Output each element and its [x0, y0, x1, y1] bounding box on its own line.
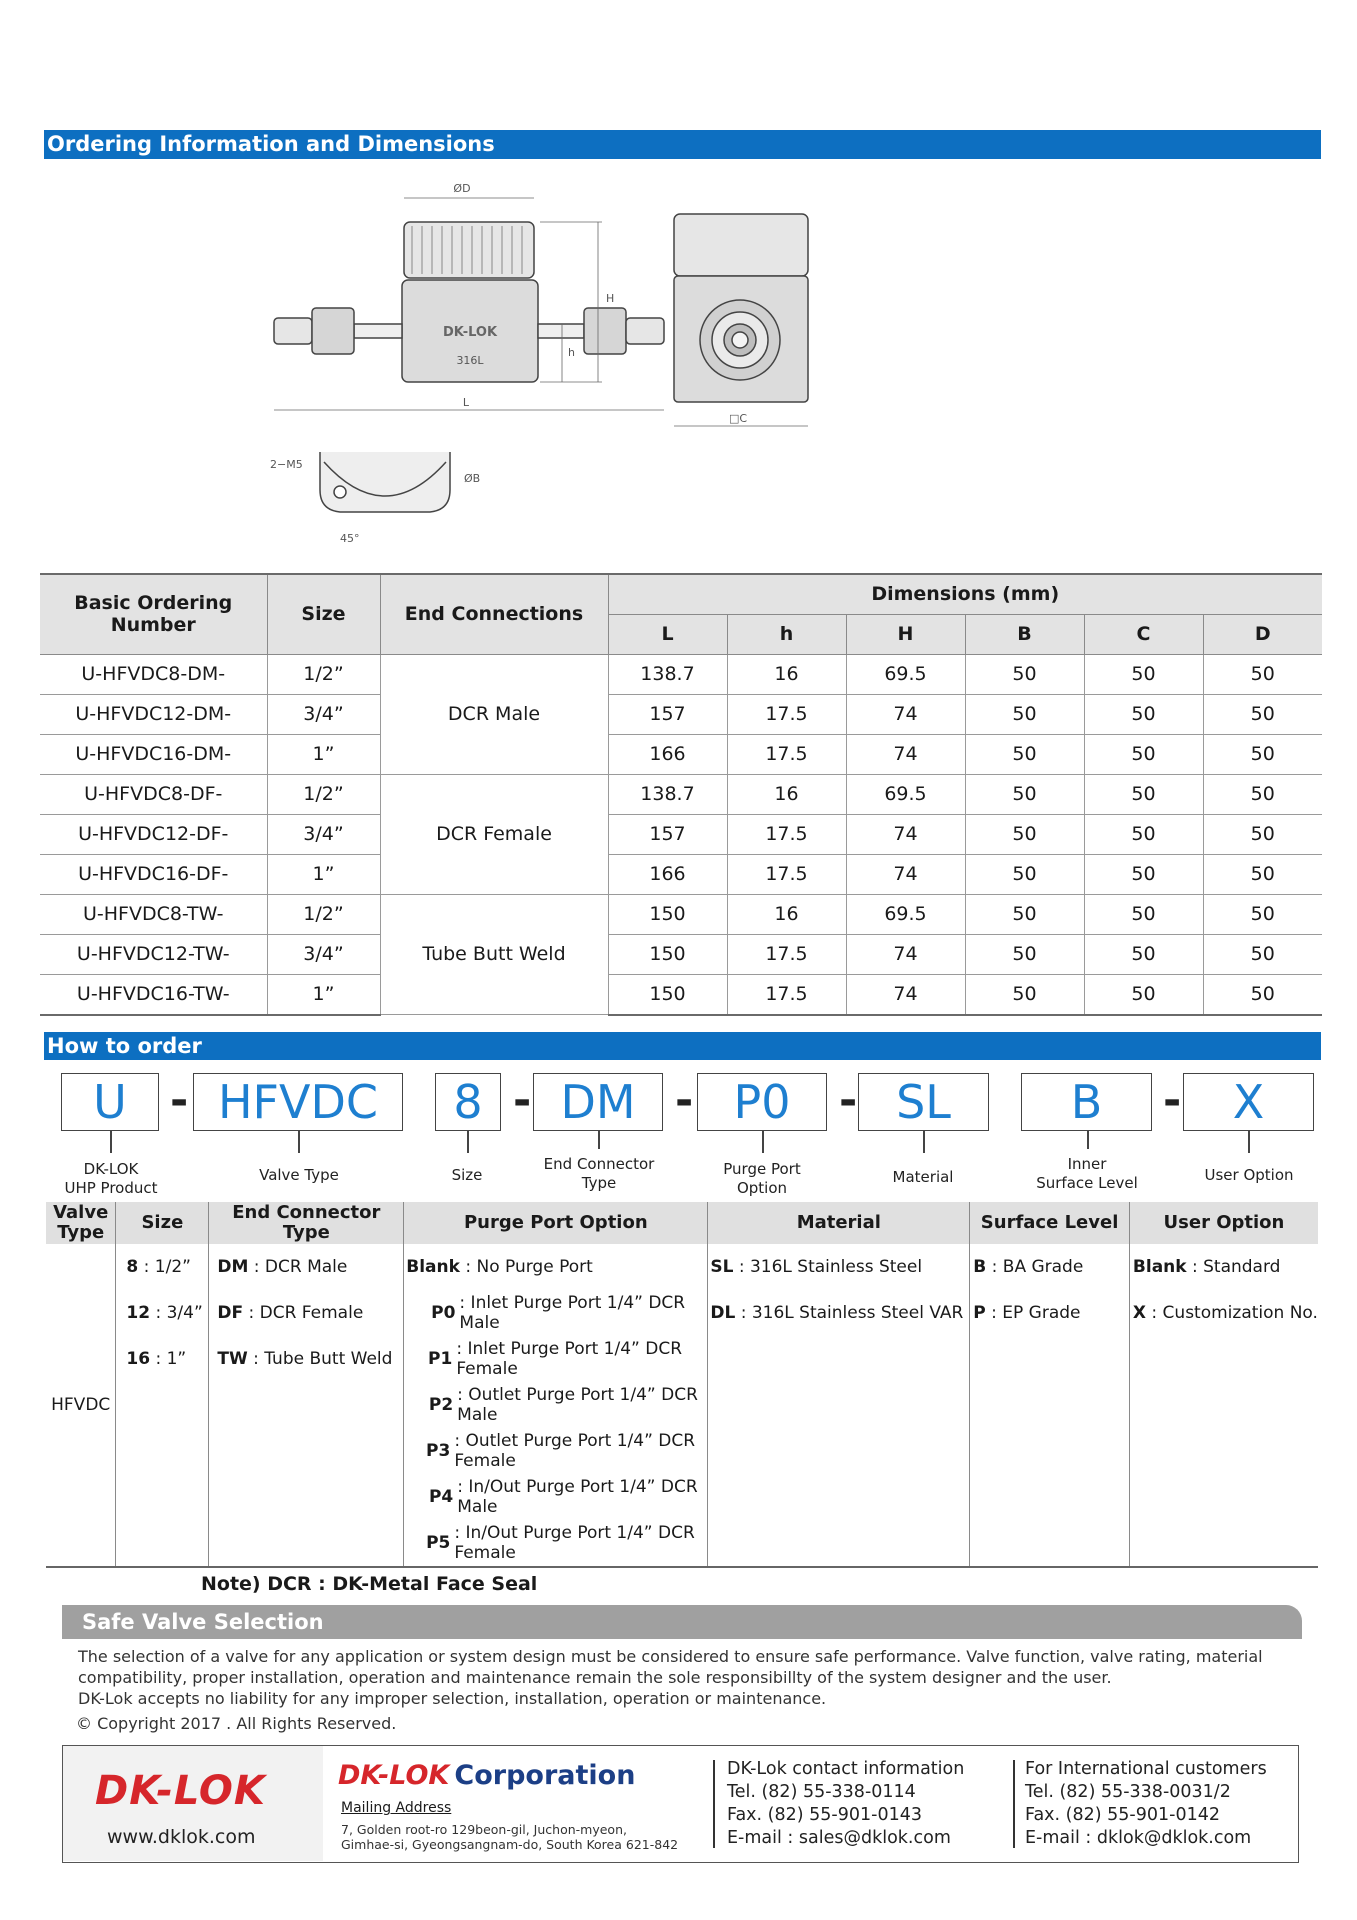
size-cell: 1”: [267, 734, 380, 774]
label-end-type: End Connector Type: [543, 1155, 655, 1192]
size-cell: 1”: [267, 974, 380, 1015]
size-option: [126, 1244, 208, 1290]
valve-drawing: [260, 170, 1020, 550]
purge-option-text: : Outlet Purge Port 1/4” DCR Female: [454, 1431, 696, 1471]
dim-B-cell: 50: [965, 894, 1084, 934]
opt-header-size: Size: [116, 1202, 209, 1244]
opt-header-user: User Option: [1129, 1202, 1318, 1244]
contact-info: [727, 1758, 964, 1850]
safe-text: [78, 1646, 1263, 1709]
dim-L-cell: 150: [608, 934, 727, 974]
header-dims: Dimensions (mm): [608, 574, 1322, 614]
how-to-order-bar: [44, 1032, 1321, 1060]
header-D: D: [1203, 614, 1322, 654]
opt-materials: [708, 1244, 970, 1567]
dim-D-cell: 50: [1203, 774, 1322, 814]
dim-H-cell: 74: [846, 694, 965, 734]
ordering-number: U-HFVDC12-TW-: [40, 934, 267, 974]
size-cell: 1”: [267, 854, 380, 894]
surface-option: [973, 1290, 1129, 1336]
tick: [923, 1131, 925, 1153]
dimensions-table: [40, 573, 1322, 1016]
body-logo: DK-LOK: [442, 325, 498, 340]
size-cell: 3/4”: [267, 694, 380, 734]
material-option-text: : 316L Stainless Steel VAR: [735, 1303, 964, 1323]
dim-L-cell: 150: [608, 974, 727, 1015]
table-row: [40, 934, 1322, 974]
dim-C-cell: 50: [1084, 734, 1203, 774]
code-box-surface: B: [1021, 1073, 1152, 1131]
dim-h-cell: 16: [727, 894, 846, 934]
dim-B-cell: 50: [965, 694, 1084, 734]
dim-L-cell: 138.7: [608, 774, 727, 814]
purge-option-code: P4: [428, 1487, 454, 1507]
header-basic: Basic Ordering Number: [40, 574, 267, 654]
dim-D-label: ØD: [453, 182, 471, 195]
opt-header-valve: Valve Type: [46, 1202, 116, 1244]
dim-M5-label: 2−M5: [270, 458, 303, 471]
dklok-logo: [95, 1768, 266, 1814]
dim-B-cell: 50: [965, 974, 1084, 1015]
user-option-code: Blank: [1132, 1257, 1187, 1277]
dim-L-cell: 157: [608, 814, 727, 854]
dim-H-cell: 69.5: [846, 654, 965, 694]
intl-email[interactable]: E-mail : dklok@dklok.com: [1025, 1828, 1252, 1848]
dim-C-label: □C: [728, 412, 748, 425]
opt-purge: [404, 1244, 708, 1567]
end-option-text: : DCR Male: [248, 1257, 348, 1277]
opt-header-end: End Connector Type: [209, 1202, 404, 1244]
safe-title: Safe Valve Selection: [82, 1610, 324, 1634]
size-option-text: : 1/2”: [138, 1257, 191, 1277]
end-connection-cell: Tube Butt Weld: [380, 894, 608, 1015]
ordering-number: U-HFVDC16-DF-: [40, 854, 267, 894]
opt-header-purge: Purge Port Option: [404, 1202, 708, 1244]
purge-option: [404, 1382, 707, 1428]
footer-divider: [1013, 1760, 1015, 1848]
material-option-text: : 316L Stainless Steel: [733, 1257, 923, 1277]
end-option: [217, 1336, 403, 1382]
user-option: [1133, 1244, 1318, 1290]
dim-D-cell: 50: [1203, 854, 1322, 894]
label-valve-type: Valve Type: [259, 1166, 339, 1184]
intl-fax: Fax. (82) 55-901-0142: [1025, 1805, 1220, 1825]
dim-H-cell: 74: [846, 934, 965, 974]
size-cell: 3/4”: [267, 814, 380, 854]
user-option: [1133, 1290, 1318, 1336]
header-h: h: [727, 614, 846, 654]
intl-tel: Tel. (82) 55-338-0031/2: [1025, 1782, 1231, 1802]
copyright: © Copyright 2017 . All Rights Reserved.: [76, 1714, 397, 1733]
surface-option-text: : EP Grade: [985, 1303, 1081, 1323]
dim-C-cell: 50: [1084, 814, 1203, 854]
tick: [1087, 1131, 1089, 1149]
opt-valve-type: HFVDC: [46, 1244, 116, 1567]
address-line: Gimhae-si, Gyeongsangnam-do, South Korea 621-842: [341, 1837, 679, 1852]
footer: [62, 1745, 1299, 1863]
ordering-number: U-HFVDC12-DF-: [40, 814, 267, 854]
code-dash: -: [1163, 1075, 1182, 1126]
section-title: Ordering Information and Dimensions: [47, 132, 495, 156]
end-option-code: DM: [217, 1257, 249, 1277]
surface-option: [973, 1244, 1129, 1290]
safe-line: compatibility, proper installation, operation and maintenance remain the sole responsibillty of the system designer and the user.: [78, 1668, 1112, 1687]
purge-option: [404, 1520, 707, 1566]
code-box-material: SL: [858, 1073, 989, 1131]
table-row: [40, 854, 1322, 894]
table-row: [40, 974, 1322, 1015]
size-option-text: : 3/4”: [150, 1303, 203, 1323]
intl-title: For International customers: [1025, 1759, 1267, 1779]
end-option: [217, 1290, 403, 1336]
mailing-address: [341, 1822, 678, 1852]
purge-option-text: : Inlet Purge Port 1/4” DCR Male: [459, 1293, 686, 1333]
dim-h-cell: 16: [727, 654, 846, 694]
dim-L-cell: 157: [608, 694, 727, 734]
end-option-code: DF: [217, 1303, 244, 1323]
size-option: [126, 1336, 208, 1382]
material-option: [710, 1244, 969, 1290]
side-handle: [674, 214, 808, 276]
how-to-order-title: How to order: [47, 1034, 202, 1058]
dim-h-cell: 16: [727, 774, 846, 814]
end-option-code: TW: [217, 1349, 248, 1369]
user-option-text: : Customization No.: [1146, 1303, 1318, 1323]
header-B: B: [965, 614, 1084, 654]
note: [201, 1573, 537, 1595]
header-size: Size: [267, 574, 380, 654]
section-title-bar: [44, 130, 1321, 159]
dim-C-cell: 50: [1084, 934, 1203, 974]
contact-tel: Tel. (82) 55-338-0114: [727, 1782, 916, 1802]
code-dash: -: [839, 1075, 858, 1126]
code-box-size: 8: [435, 1073, 501, 1131]
table-row: [40, 814, 1322, 854]
contact-fax: Fax. (82) 55-901-0143: [727, 1805, 922, 1825]
dim-h-cell: 17.5: [727, 814, 846, 854]
purge-option-text: : No Purge Port: [459, 1257, 593, 1277]
mailing-label: Mailing Address: [341, 1800, 452, 1816]
dim-C-cell: 50: [1084, 894, 1203, 934]
dim-L-cell: 138.7: [608, 654, 727, 694]
label-size: Size: [451, 1166, 483, 1184]
ordering-number: U-HFVDC16-TW-: [40, 974, 267, 1015]
dim-L-cell: 166: [608, 734, 727, 774]
purge-option-text: : Outlet Purge Port 1/4” DCR Male: [457, 1385, 698, 1425]
safe-valve-bar: [62, 1605, 1302, 1639]
dim-B-cell: 50: [965, 814, 1084, 854]
tick: [467, 1131, 469, 1153]
dim-45-label: 45°: [340, 532, 360, 545]
ordering-number: U-HFVDC8-DM-: [40, 654, 267, 694]
intl-contact: [1025, 1758, 1267, 1850]
header-H: H: [846, 614, 965, 654]
table-row: [40, 774, 1322, 814]
material-option-code: SL: [710, 1257, 734, 1277]
note-text: Note) DCR : DK-Metal Face Seal: [201, 1573, 538, 1595]
purge-option: [404, 1244, 707, 1290]
dim-C-cell: 50: [1084, 694, 1203, 734]
purge-option: [404, 1428, 707, 1474]
code-box-purge: P0: [697, 1073, 827, 1131]
table-row: [40, 894, 1322, 934]
size-cell: 3/4”: [267, 934, 380, 974]
contact-email[interactable]: E-mail : sales@dklok.com: [727, 1828, 951, 1848]
code-box-user: X: [1183, 1073, 1314, 1131]
body-material: 316L: [456, 354, 484, 367]
code-box-end: DM: [533, 1073, 663, 1131]
front-handle: [404, 222, 534, 278]
header-L: L: [608, 614, 727, 654]
corp-logo: [338, 1760, 635, 1791]
opt-sizes: [116, 1244, 209, 1567]
dim-D-cell: 50: [1203, 934, 1322, 974]
end-option-text: : Tube Butt Weld: [247, 1349, 393, 1369]
dim-D-cell: 50: [1203, 734, 1322, 774]
size-option: [126, 1290, 208, 1336]
size-option-code: 16: [126, 1349, 151, 1369]
size-cell: 1/2”: [267, 654, 380, 694]
header-end: End Connections: [380, 574, 608, 654]
end-connection-cell: DCR Male: [380, 654, 608, 774]
opt-ends: [209, 1244, 404, 1567]
dim-B-label: ØB: [464, 472, 481, 485]
table-row: [40, 694, 1322, 734]
size-option-code: 12: [126, 1303, 151, 1323]
dim-h-cell: 17.5: [727, 734, 846, 774]
website[interactable]: www.dklok.com: [107, 1826, 256, 1848]
dim-L-cell: 150: [608, 894, 727, 934]
user-option-text: : Standard: [1186, 1257, 1281, 1277]
options-table: [46, 1202, 1318, 1568]
purge-option-text: : In/Out Purge Port 1/4” DCR Female: [454, 1523, 695, 1563]
purge-option-code: P2: [428, 1395, 454, 1415]
dim-C-cell: 50: [1084, 854, 1203, 894]
dim-L-label: L: [462, 396, 470, 409]
dim-H-cell: 74: [846, 854, 965, 894]
size-option-text: : 1”: [150, 1349, 187, 1369]
opt-surfaces: [970, 1244, 1130, 1567]
dim-D-cell: 50: [1203, 894, 1322, 934]
tick: [762, 1131, 764, 1153]
header-C: C: [1084, 614, 1203, 654]
code-dash: -: [675, 1075, 694, 1126]
tick: [298, 1131, 300, 1153]
dim-h-cell: 17.5: [727, 934, 846, 974]
tick: [598, 1131, 600, 1149]
label-purge: Purge Port Option: [723, 1160, 801, 1197]
dim-B-cell: 50: [965, 654, 1084, 694]
address-line: 7, Golden root-ro 129beon-gil, Juchon-myeon,: [341, 1822, 627, 1837]
dim-h-label: h: [568, 346, 575, 359]
end-connection-cell: DCR Female: [380, 774, 608, 894]
dim-D-cell: 50: [1203, 814, 1322, 854]
dim-H-cell: 74: [846, 734, 965, 774]
end-option-text: : DCR Female: [243, 1303, 364, 1323]
dim-D-cell: 50: [1203, 654, 1322, 694]
dklok-logo-text: DK-LOK: [95, 1768, 266, 1814]
dim-H-cell: 69.5: [846, 774, 965, 814]
dim-C-cell: 50: [1084, 774, 1203, 814]
material-option: [710, 1290, 969, 1336]
purge-option: [404, 1336, 707, 1382]
dim-D-cell: 50: [1203, 694, 1322, 734]
user-option-code: X: [1132, 1303, 1147, 1323]
opt-header-surface: Surface Level: [970, 1202, 1130, 1244]
size-option-code: 8: [126, 1257, 139, 1277]
dim-D-cell: 50: [1203, 974, 1322, 1015]
code-dash: -: [513, 1075, 532, 1126]
code-box-valve: HFVDC: [193, 1073, 403, 1131]
dim-B-cell: 50: [965, 774, 1084, 814]
dim-h-cell: 17.5: [727, 974, 846, 1015]
surface-option-code: P: [973, 1303, 986, 1323]
purge-option-code: P5: [426, 1533, 451, 1553]
contact-title: DK-Lok contact information: [727, 1759, 965, 1779]
code-box-u: U: [61, 1073, 159, 1131]
purge-option: [404, 1474, 707, 1520]
dim-B-cell: 50: [965, 854, 1084, 894]
opt-users: [1129, 1244, 1318, 1567]
table-row: [40, 654, 1322, 694]
label-material: Material: [892, 1168, 954, 1186]
ordering-number: U-HFVDC8-TW-: [40, 894, 267, 934]
tick: [110, 1131, 112, 1153]
dim-H-label: H: [606, 292, 615, 305]
size-cell: 1/2”: [267, 774, 380, 814]
purge-option-code: P0: [431, 1303, 456, 1323]
material-option-code: DL: [710, 1303, 736, 1323]
purge-option-text: : Inlet Purge Port 1/4” DCR Female: [456, 1339, 683, 1379]
label-user-option: User Option: [1204, 1166, 1294, 1184]
surface-option-code: B: [973, 1257, 987, 1277]
dim-B-cell: 50: [965, 734, 1084, 774]
purge-option-code: Blank: [406, 1257, 460, 1277]
table-row: [40, 734, 1322, 774]
corp-logo-mark: DK-LOK: [338, 1760, 450, 1791]
dim-C-cell: 50: [1084, 974, 1203, 1015]
safe-line: DK-Lok accepts no liability for any improper selection, installation, operation or maintenance.: [78, 1689, 827, 1708]
surface-option-text: : BA Grade: [986, 1257, 1084, 1277]
tick: [1248, 1131, 1250, 1153]
safe-line: The selection of a valve for any application or system design must be considered to ensure safe performance. Valve function, valve rating, material: [78, 1647, 1263, 1666]
size-cell: 1/2”: [267, 894, 380, 934]
ordering-number: U-HFVDC8-DF-: [40, 774, 267, 814]
purge-option-code: P1: [428, 1349, 453, 1369]
dim-L-cell: 166: [608, 854, 727, 894]
dim-h-cell: 17.5: [727, 694, 846, 734]
dim-C-cell: 50: [1084, 654, 1203, 694]
dim-h-cell: 17.5: [727, 854, 846, 894]
dim-B-cell: 50: [965, 934, 1084, 974]
code-dash: -: [170, 1075, 189, 1126]
dim-H-cell: 74: [846, 814, 965, 854]
label-uhp: DK-LOK UHP Product: [64, 1160, 158, 1197]
label-surface: Inner Surface Level: [1036, 1155, 1138, 1192]
ordering-number: U-HFVDC16-DM-: [40, 734, 267, 774]
ordering-number: U-HFVDC12-DM-: [40, 694, 267, 734]
end-option: [217, 1244, 403, 1290]
footer-divider: [713, 1760, 715, 1848]
purge-option: [404, 1290, 707, 1336]
purge-option-text: : In/Out Purge Port 1/4” DCR Male: [457, 1477, 698, 1517]
dim-H-cell: 69.5: [846, 894, 965, 934]
dim-H-cell: 74: [846, 974, 965, 1015]
corp-name: Corporation: [454, 1760, 636, 1791]
purge-option-code: P3: [426, 1441, 451, 1461]
opt-header-material: Material: [708, 1202, 970, 1244]
